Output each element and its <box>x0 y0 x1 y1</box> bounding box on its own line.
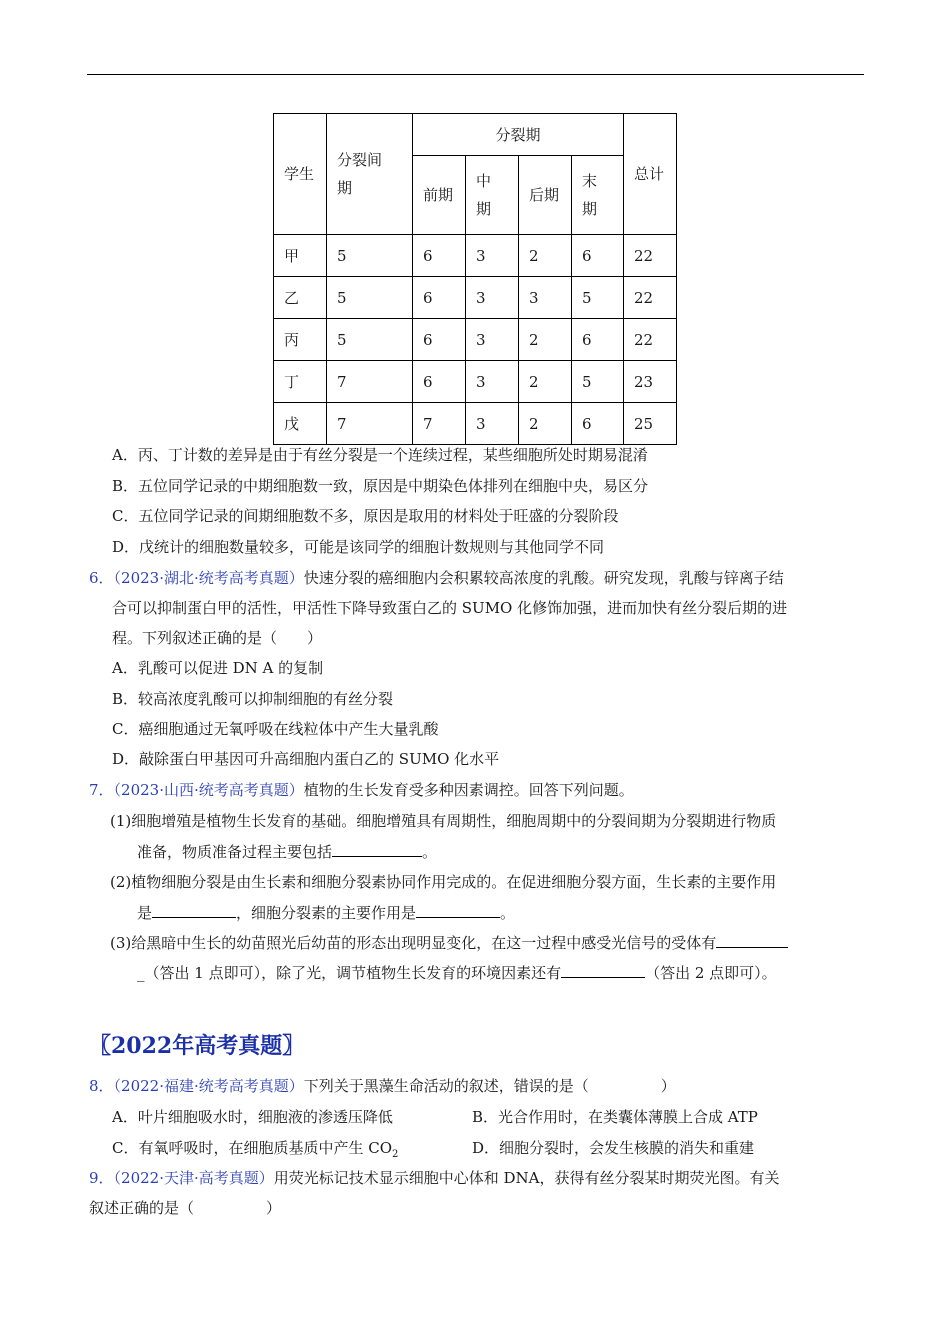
header-anaphase: 后期 <box>519 156 572 235</box>
answer-blank[interactable] <box>332 841 422 857</box>
header-rule <box>87 74 864 75</box>
table-row: 丁 7 6 3 2 5 23 <box>274 361 677 403</box>
q8-option-d: D．细胞分裂时，会发生核膜的消失和重建 <box>472 1139 755 1157</box>
q6-option-a: A．乳酸可以促进 DN A 的复制 <box>112 659 324 677</box>
section-heading-2022: 〖2022年高考真题〗 <box>89 1033 305 1059</box>
q8-source: （2022·福建·统考高考真题） <box>113 1077 304 1095</box>
q6-source: （2023·湖北·统考高考真题） <box>113 569 304 587</box>
q6-option-c: C．癌细胞通过无氧呼吸在线粒体中产生大量乳酸 <box>112 720 439 738</box>
table-row: 甲 5 6 3 2 6 22 <box>274 235 677 277</box>
q7-part3-line1: (3)给黑暗中生长的幼苗照光后幼苗的形态出现明显变化，在这一过程中感受光信号的受体有 <box>110 932 788 954</box>
q9-source: （2022·天津·高考真题） <box>113 1169 274 1187</box>
q7-part2-line1: (2)植物细胞分裂是由生长素和细胞分裂素协同作用完成的。在促进细胞分裂方面，生长素的主要作用 <box>110 873 777 891</box>
header-interphase: 分裂间 期 <box>327 114 413 235</box>
header-division: 分裂期 <box>413 114 624 156</box>
q8-option-a: A．叶片细胞吸水时，细胞液的渗透压降低 <box>112 1108 393 1126</box>
q5-option-a: A．丙、丁计数的差异是由于有丝分裂是一个连续过程，某些细胞所处时期易混淆 <box>112 446 648 464</box>
q6-stem-line2: 合可以抑制蛋白甲的活性，甲活性下降导致蛋白乙的 SUMO 化修饰加强，进而加快有丝分裂后期的进 <box>112 599 788 617</box>
q6-number: 6． <box>89 569 114 587</box>
q6-stem-line1: 6．（2023·湖北·统考高考真题）快速分裂的癌细胞内会积累较高浓度的乳酸。研究发现，乳酸与锌离子结 <box>89 569 784 587</box>
q5-option-b: B．五位同学记录的中期细胞数一致，原因是中期染色体排列在细胞中央，易区分 <box>112 477 649 495</box>
q6-option-b: B．较高浓度乳酸可以抑制细胞的有丝分裂 <box>112 690 394 708</box>
q7-part2-line2: 是 ，细胞分裂素的主要作用是 。 <box>137 904 516 922</box>
table-row: 乙 5 6 3 3 5 22 <box>274 277 677 319</box>
q6-option-d: D．敲除蛋白甲基因可升高细胞内蛋白乙的 SUMO 化水平 <box>112 750 500 768</box>
q7-number: 7． <box>89 781 114 799</box>
q7-part1-line1: (1)细胞增殖是植物生长发育的基础。细胞增殖具有周期性，细胞周期中的分裂间期为分裂期进行物质 <box>110 812 777 830</box>
table-row: 丙 5 6 3 2 6 22 <box>274 319 677 361</box>
cell-count-table <box>273 113 677 445</box>
q8-option-c: C．有氧呼吸时，在细胞质基质中产生 $CO_2$ <box>112 1139 399 1160</box>
answer-blank[interactable] <box>561 962 645 978</box>
header-metaphase: 中 期 <box>466 156 519 235</box>
answer-blank[interactable] <box>416 902 500 918</box>
q6-stem-line3: 程。下列叙述正确的是（ ） <box>112 629 323 647</box>
q7-part1-line2: 准备，物质准备过程主要包括 。 <box>137 843 438 861</box>
q9-number: 9． <box>89 1169 114 1187</box>
q5-option-c: C．五位同学记录的间期细胞数不多，原因是取用的材料处于旺盛的分裂阶段 <box>112 507 619 525</box>
answer-blank[interactable] <box>152 902 236 918</box>
q8-stem: 8．（2022·福建·统考高考真题）下列关于黑藻生命活动的叙述，错误的是（ ） <box>89 1077 676 1095</box>
q9-stem-line1: 9．（2022·天津·高考真题）用荧光标记技术显示细胞中心体和 DNA，获得有丝分裂某时期荧光图。有关 <box>89 1169 780 1187</box>
header-telophase: 末 期 <box>572 156 624 235</box>
q7-part3-line2: _（答出 1 点即可），除了光，调节植物生长发育的环境因素还有 （答出 2 点即可）。 <box>137 964 777 982</box>
q9-stem-line2: 叙述正确的是（ ） <box>89 1199 282 1217</box>
q5-option-d: D．戊统计的细胞数量较多，可能是该同学的细胞计数规则与其他同学不同 <box>112 538 605 556</box>
answer-blank[interactable] <box>716 932 788 948</box>
table-row: 戊 7 7 3 2 6 25 <box>274 403 677 445</box>
q8-number: 8． <box>89 1077 114 1095</box>
header-student: 学生 <box>274 114 327 235</box>
q8-option-b: B．光合作用时，在类囊体薄膜上合成 ATP <box>472 1108 758 1126</box>
q7-stem: 7．（2023·山西·统考高考真题）植物的生长发育受多种因素调控。回答下列问题。 <box>89 781 634 799</box>
header-prophase: 前期 <box>413 156 466 235</box>
q7-source: （2023·山西·统考高考真题） <box>113 781 304 799</box>
header-total: 总计 <box>624 114 677 235</box>
